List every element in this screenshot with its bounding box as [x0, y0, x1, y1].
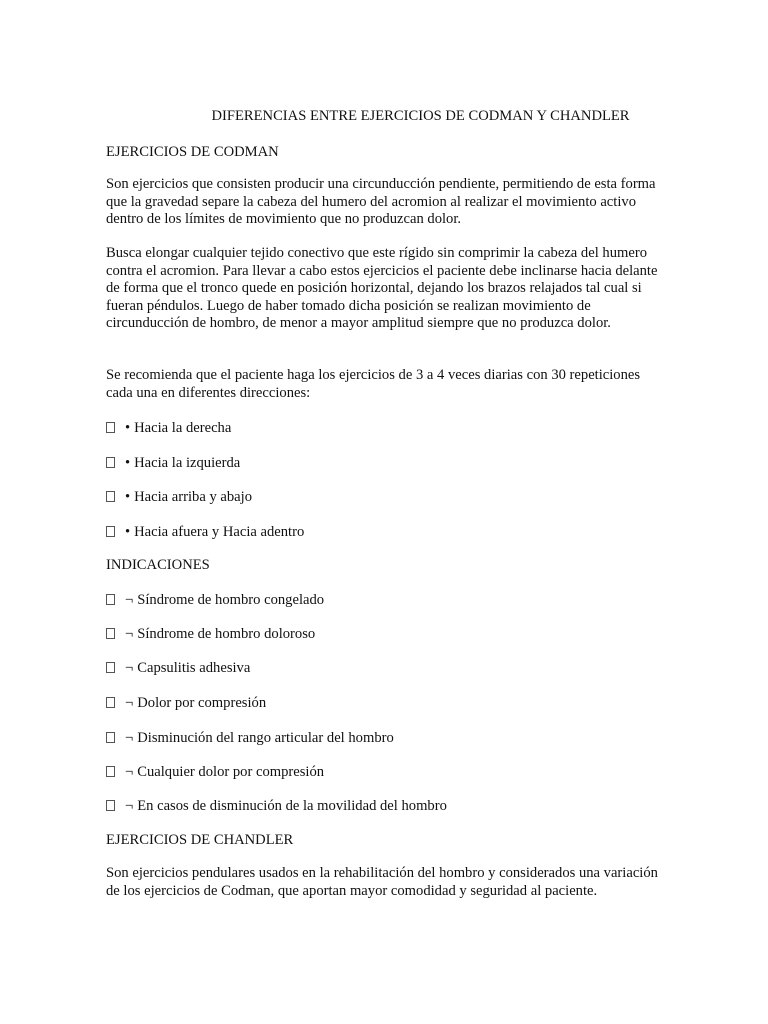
- indication-label: Cualquier dolor por compresión: [137, 764, 325, 780]
- not-sign-marker: ¬: [125, 660, 134, 676]
- indicaciones-heading: INDICACIONES: [106, 557, 210, 573]
- direction-label: Hacia la derecha: [134, 420, 232, 436]
- indication-label: Síndrome de hombro doloroso: [137, 626, 316, 642]
- indication-item: [106, 797, 447, 815]
- missing-glyph-box-icon: [106, 628, 115, 639]
- missing-glyph-box-icon: [106, 594, 115, 605]
- bullet-marker: •: [125, 524, 131, 540]
- not-sign-marker: ¬: [125, 764, 134, 780]
- indication-item: [106, 729, 394, 747]
- indication-label: Síndrome de hombro congelado: [137, 592, 325, 608]
- direction-item: [106, 419, 231, 437]
- indication-label: Disminución del rango articular del hombro: [137, 730, 394, 746]
- codman-paragraph-1: Son ejercicios que consisten producir una circunducción pendiente, permitiendo de esta forma que la gravedad separe la cabeza del humero del acromion al realizar el movimiento activo dentro de los límites de movimiento que no produzcan dolor.: [106, 176, 656, 227]
- direction-label: Hacia la izquierda: [134, 455, 241, 471]
- codman-paragraph-3: Se recomienda que el paciente haga los ejercicios de 3 a 4 veces diarias con 30 repeticiones cada una en diferentes direcciones:: [106, 367, 641, 401]
- missing-glyph-box-icon: [106, 697, 115, 708]
- not-sign-marker: ¬: [125, 798, 134, 814]
- direction-item: [106, 488, 252, 506]
- indication-item: [106, 591, 324, 609]
- missing-glyph-box-icon: [106, 766, 115, 777]
- missing-glyph-box-icon: [106, 662, 115, 673]
- direction-label: Hacia afuera y Hacia adentro: [134, 524, 305, 540]
- not-sign-marker: ¬: [125, 626, 134, 642]
- bullet-marker: •: [125, 489, 131, 505]
- not-sign-marker: ¬: [125, 730, 134, 746]
- missing-glyph-box-icon: [106, 732, 115, 743]
- bullet-marker: •: [125, 455, 131, 471]
- chandler-heading: EJERCICIOS DE CHANDLER: [106, 832, 294, 848]
- document-title: DIFERENCIAS ENTRE EJERCICIOS DE CODMAN Y CHANDLER: [211, 108, 630, 124]
- missing-glyph-box-icon: [106, 491, 115, 502]
- indication-label: En casos de disminución de la movilidad del hombro: [137, 798, 447, 814]
- not-sign-marker: ¬: [125, 592, 134, 608]
- not-sign-marker: ¬: [125, 695, 134, 711]
- bullet-marker: •: [125, 420, 131, 436]
- indication-item: [106, 659, 250, 677]
- missing-glyph-box-icon: [106, 457, 115, 468]
- indication-item: [106, 694, 266, 712]
- direction-item: [106, 454, 240, 472]
- indication-label: Dolor por compresión: [137, 695, 267, 711]
- missing-glyph-box-icon: [106, 526, 115, 537]
- indication-label: Capsulitis adhesiva: [137, 660, 251, 676]
- indication-item: [106, 763, 324, 781]
- missing-glyph-box-icon: [106, 800, 115, 811]
- chandler-paragraph: Son ejercicios pendulares usados en la rehabilitación del hombro y considerados una variación de los ejercicios de Codman, que aportan mayor comodidad y seguridad al paciente.: [106, 865, 658, 899]
- codman-heading: EJERCICIOS DE CODMAN: [106, 144, 279, 160]
- missing-glyph-box-icon: [106, 422, 115, 433]
- indication-item: [106, 625, 315, 643]
- direction-label: Hacia arriba y abajo: [134, 489, 253, 505]
- direction-item: [106, 523, 304, 541]
- codman-paragraph-2: Busca elongar cualquier tejido conectivo que este rígido sin comprimir la cabeza del humero contra el acromion. Para llevar a cabo estos ejercicios el paciente debe inclinarse hacia delante de forma que el tronco quede en posición horizontal, dejando los brazos relajados tal cual si fueran péndulos. Luego de haber tomado dicha posición se realizan movimiento de circunducción de hombro, de menor a mayor amplitud siempre que no produzca dolor.: [106, 245, 658, 331]
